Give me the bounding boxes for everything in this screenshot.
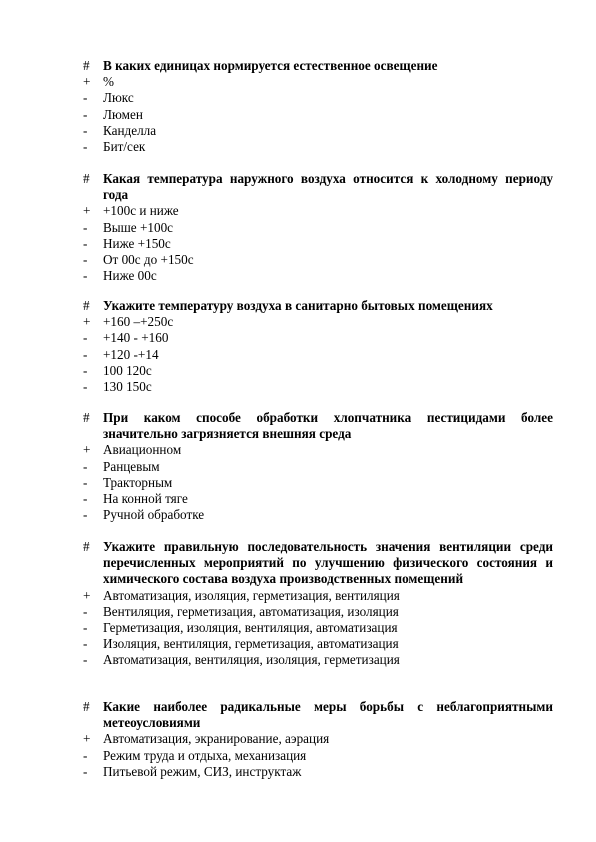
answer-option <box>83 491 553 507</box>
answer-option <box>83 139 553 155</box>
answer-option <box>83 268 553 284</box>
question-text: Какая температура наружного воздуха относится к холодному периоду года <box>103 171 553 203</box>
option-marker: - <box>83 652 88 668</box>
option-marker: - <box>83 763 88 779</box>
option-marker: - <box>83 346 88 362</box>
option-marker: - <box>83 491 88 507</box>
option-text: Ниже +150с <box>103 235 171 251</box>
question-row <box>83 171 553 203</box>
question-text: Укажите правильную последовательность значения вентиляции среди перечисленных мероприятий по улучшению физического состояния и химического состава воздуха производственных помещений <box>103 539 553 587</box>
option-text: Автоматизация, вентиляция, изоляция, герметизация <box>103 652 400 668</box>
option-marker: - <box>83 636 88 652</box>
option-text: 100 120с <box>103 362 152 378</box>
answer-option <box>83 236 553 252</box>
option-marker: - <box>83 379 88 395</box>
question-text: В каких единицах нормируется естественное освещение <box>103 58 438 73</box>
option-marker: - <box>83 122 88 138</box>
answer-option <box>83 764 553 780</box>
answer-option <box>83 636 553 652</box>
answer-option <box>83 203 553 219</box>
option-text: +160 –+250с <box>103 314 174 330</box>
option-marker: + <box>83 203 91 219</box>
option-text: Изоляция, вентиляция, герметизация, автоматизация <box>103 636 399 652</box>
option-marker: - <box>83 603 88 619</box>
answer-option <box>83 107 553 123</box>
option-text: % <box>103 74 114 90</box>
answer-option <box>83 347 553 363</box>
option-text: Ручной обработке <box>103 507 205 523</box>
option-marker: + <box>83 314 91 330</box>
question-text: Укажите температуру воздуха в санитарно бытовых помещениях <box>103 298 493 313</box>
option-marker: - <box>83 458 88 474</box>
question-marker: # <box>83 539 90 554</box>
question-block <box>83 410 553 523</box>
question-text: Какие наиболее радикальные меры борьбы с неблагоприятными метеоусловиями <box>103 699 553 731</box>
option-marker: - <box>83 747 88 763</box>
question-block <box>83 58 553 155</box>
option-marker: - <box>83 139 88 155</box>
answer-option <box>83 652 553 668</box>
option-marker: - <box>83 507 88 523</box>
answer-option <box>83 459 553 475</box>
option-marker: - <box>83 90 88 106</box>
answer-option <box>83 90 553 106</box>
answer-option <box>83 379 553 395</box>
option-text: Люкс <box>103 90 134 106</box>
option-marker: - <box>83 235 88 251</box>
question-marker: # <box>83 699 90 714</box>
option-text: Вентиляция, герметизация, автоматизация, изоляция <box>103 603 399 619</box>
option-text: +140 - +160 <box>103 330 169 346</box>
answer-option <box>83 363 553 379</box>
option-marker: - <box>83 268 88 284</box>
option-marker: - <box>83 219 88 235</box>
answer-option <box>83 604 553 620</box>
answer-option <box>83 588 553 604</box>
answer-option <box>83 74 553 90</box>
option-text: Автоматизация, изоляция, герметизация, вентиляция <box>103 587 400 603</box>
question-text: При каком способе обработки хлопчатника пестицидами более значительно загрязняется внешняя среда <box>103 410 553 442</box>
question-block <box>83 539 553 669</box>
option-text: Автоматизация, экранирование, аэрация <box>103 731 330 747</box>
option-text: +100с и ниже <box>103 203 179 219</box>
option-text: Авиационном <box>103 442 182 458</box>
question-marker: # <box>83 410 90 425</box>
question-marker: # <box>83 58 90 73</box>
option-text: +120 -+14 <box>103 346 159 362</box>
option-text: Тракторным <box>103 474 173 490</box>
answer-option <box>83 731 553 747</box>
option-marker: + <box>83 442 91 458</box>
option-text: Ранцевым <box>103 458 160 474</box>
answer-option <box>83 507 553 523</box>
option-marker: - <box>83 474 88 490</box>
answer-option <box>83 220 553 236</box>
option-text: От 00с до +150с <box>103 252 194 268</box>
question-row <box>83 298 553 314</box>
option-text: Выше +100с <box>103 219 174 235</box>
question-block <box>83 298 553 395</box>
option-marker: - <box>83 106 88 122</box>
option-marker: + <box>83 587 91 603</box>
option-text: Питьевой режим, СИЗ, инструктаж <box>103 763 302 779</box>
option-marker: - <box>83 252 88 268</box>
answer-option <box>83 314 553 330</box>
answer-option <box>83 123 553 139</box>
option-text: Ниже 00с <box>103 268 157 284</box>
answer-option <box>83 330 553 346</box>
option-marker: - <box>83 620 88 636</box>
option-marker: - <box>83 330 88 346</box>
option-text: Бит/сек <box>103 139 146 155</box>
option-marker: + <box>83 74 91 90</box>
question-block <box>83 171 553 284</box>
question-row <box>83 699 553 731</box>
answer-option <box>83 748 553 764</box>
question-row <box>83 539 553 588</box>
answer-option <box>83 620 553 636</box>
question-block <box>83 699 553 780</box>
option-text: 130 150с <box>103 379 152 395</box>
option-marker: - <box>83 362 88 378</box>
option-text: Герметизация, изоляция, вентиляция, автоматизация <box>103 620 398 636</box>
option-text: Канделла <box>103 122 157 138</box>
option-text: Режим труда и отдыха, механизация <box>103 747 307 763</box>
answer-option <box>83 442 553 458</box>
answer-option <box>83 475 553 491</box>
answer-option <box>83 252 553 268</box>
option-text: Люмен <box>103 106 143 122</box>
option-marker: + <box>83 731 91 747</box>
question-row <box>83 410 553 442</box>
question-marker: # <box>83 171 90 186</box>
option-text: На конной тяге <box>103 491 188 507</box>
question-marker: # <box>83 298 90 313</box>
question-row <box>83 58 553 74</box>
